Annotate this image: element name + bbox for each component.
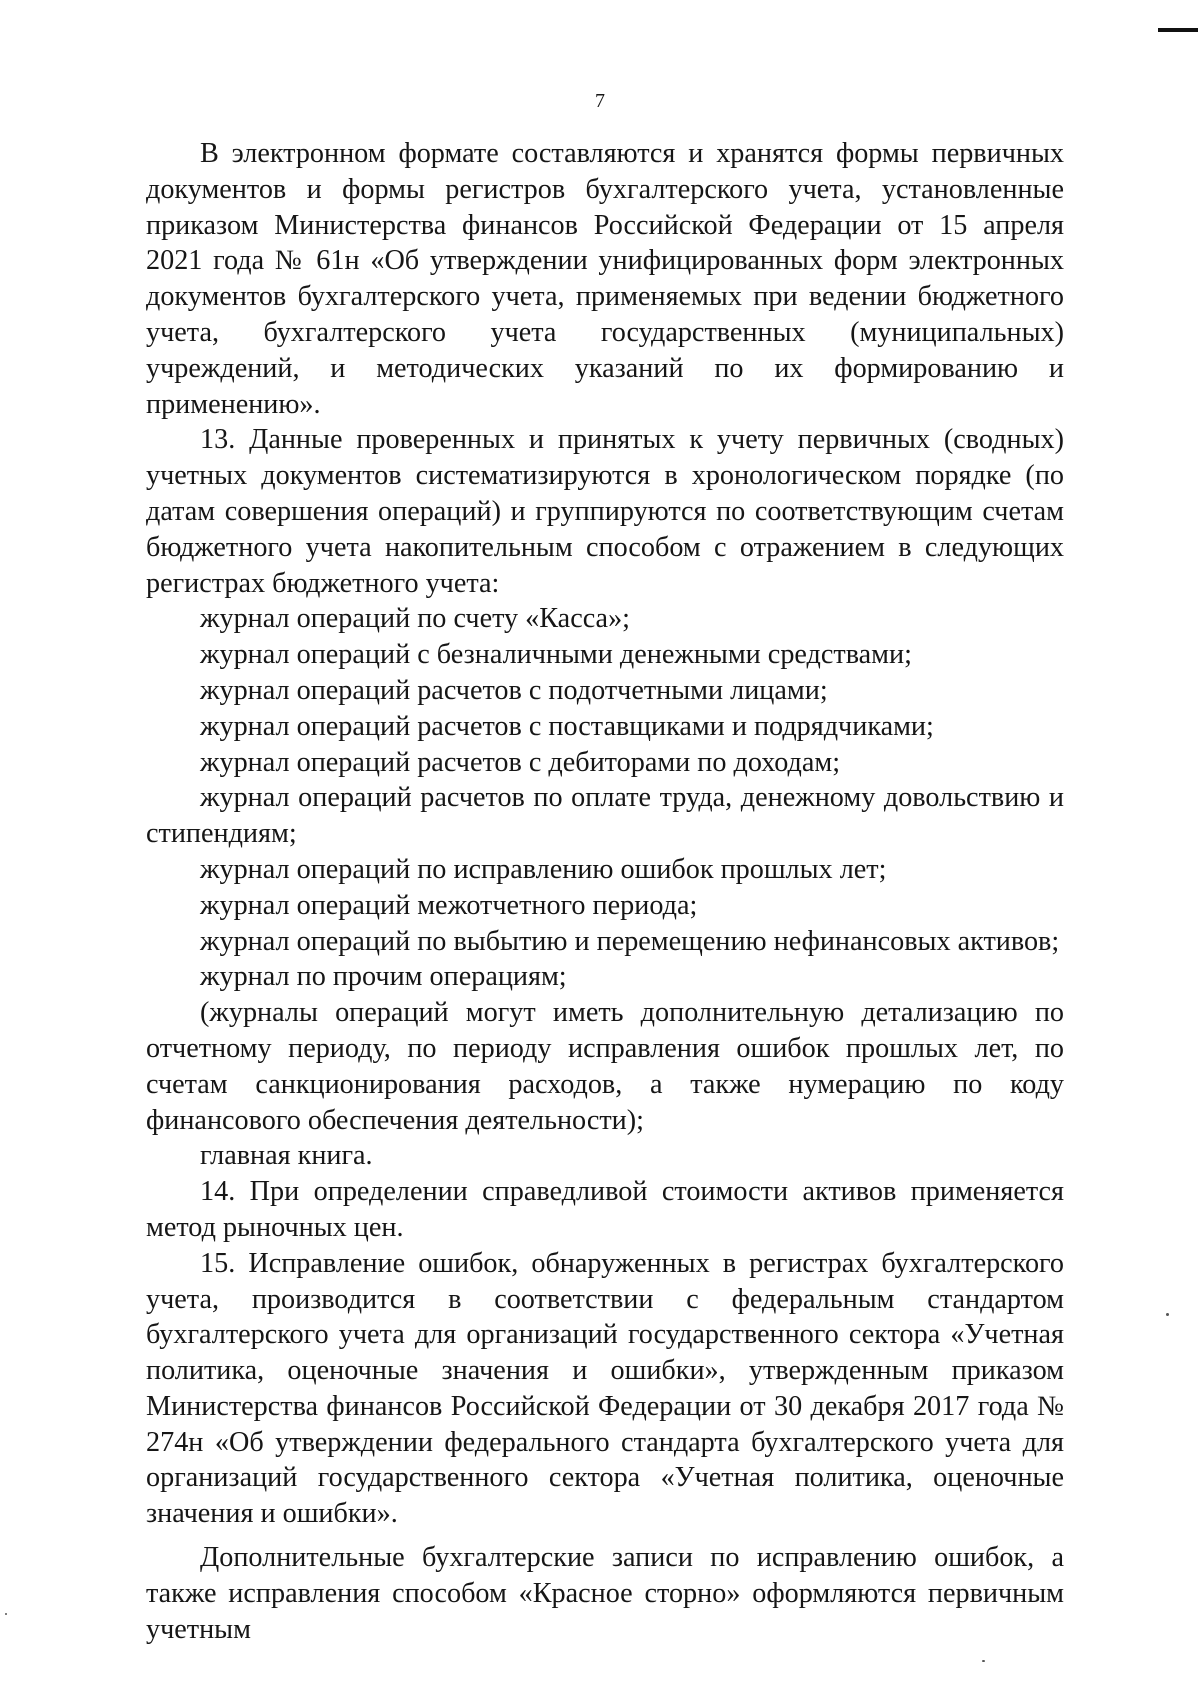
paragraph-14: 14. При определении справедливой стоимости активов применяется метод рыночных цен. <box>146 1176 1064 1243</box>
paragraph-additional-entries: Дополнительные бухгалтерские записи по исправлению ошибок, а также исправления способом «Красное сторно» оформляются первичным учетным <box>146 1542 1064 1645</box>
scan-corner-mark <box>1158 28 1198 32</box>
list-item: журнал операций по выбытию и перемещению нефинансовых активов; <box>200 925 1060 957</box>
page-number: 7 <box>595 90 605 112</box>
document-body <box>146 136 1064 1647</box>
scan-speck <box>5 1613 7 1615</box>
list-item: журнал операций расчетов по оплате труда, денежному довольствию и стипендиям; <box>146 782 1064 850</box>
paragraph-electronic-format: В электронном формате составляются и хранятся формы первичных документов и формы регистров бухгалтерского учета, установленные приказом Министерства финансов Российской Федерации от 15 апреля 2021 года № 61н «Об утверждении унифицированных форм электронных документов бухгалтерского учета, применяемых при ведении бюджетного учета, бухгалтерского учета государственных (муниципальных) учреждений, и методических указаний по их формированию и применению». <box>146 138 1064 420</box>
scan-speck <box>1166 1313 1169 1316</box>
list-item: журнал операций по счету «Касса»; <box>200 603 630 635</box>
paragraph-13: 13. Данные проверенных и принятых к учету первичных (сводных) учетных документов систематизируются в хронологическом порядке (по датам совершения операций) и группируются по соответствующим счетам бюджетного учета накопительным способом с отражением в следующих регистрах бюджетного учета: <box>146 424 1064 599</box>
list-item: журнал операций межотчетного периода; <box>200 889 698 921</box>
list-item: журнал операций расчетов с дебиторами по доходам; <box>200 746 841 778</box>
paragraph-15: 15. Исправление ошибок, обнаруженных в регистрах бухгалтерского учета, производится в соответствии с федеральным стандартом бухгалтерского учета для организаций государственного сектора «Учетная политика, оценочные значения и ошибки», утвержденным приказом Министерства финансов Российской Федерации от 30 декабря 2017 года № 274н «Об утверждении федерального стандарта бухгалтерского учета для организаций государственного сектора «Учетная политика, оценочные значения и ошибки». <box>146 1247 1064 1530</box>
scan-speck <box>982 1660 985 1662</box>
paragraph-journals-note: (журналы операций могут иметь дополнительную детализацию по отчетному периоду, по периоду исправления ошибок прошлых лет, по счетам санкционирования расходов, а также нумерацию по коду финансового обеспечения деятельности); <box>146 997 1064 1136</box>
list-item: журнал операций расчетов с подотчетными лицами; <box>200 674 828 706</box>
list-item: журнал по прочим операциям; <box>200 961 567 993</box>
list-item: журнал операций по исправлению ошибок прошлых лет; <box>200 853 887 885</box>
list-item: главная книга. <box>200 1140 373 1172</box>
list-item: журнал операций расчетов с поставщиками и подрядчиками; <box>200 710 934 742</box>
list-item: журнал операций с безналичными денежными средствами; <box>200 639 912 671</box>
